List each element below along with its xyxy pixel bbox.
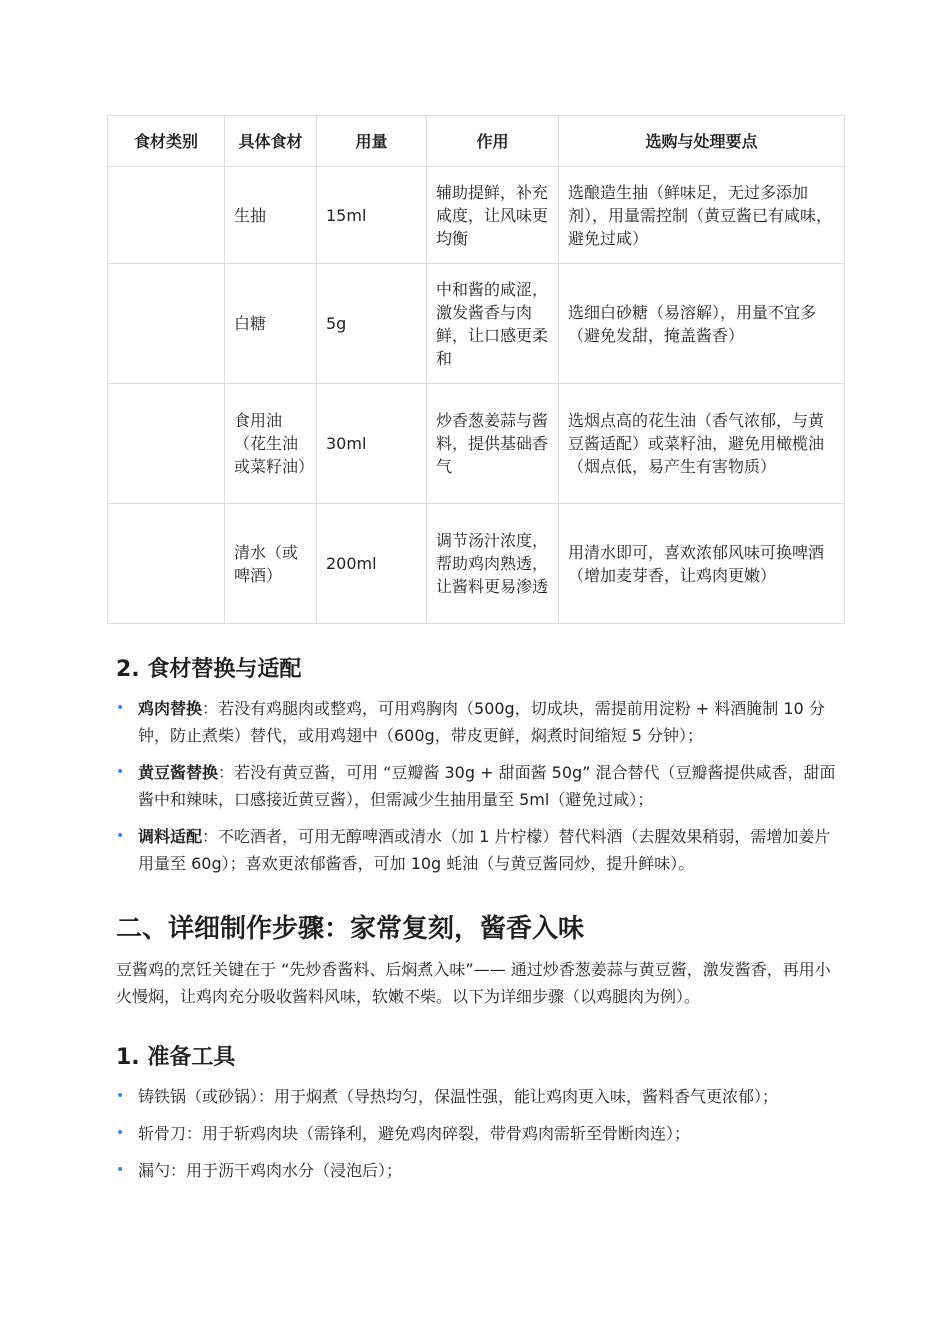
cell-role: 炒香葱姜蒜与酱料，提供基础香气 [427,384,559,504]
table-row [108,264,845,384]
item-text: ：若没有黄豆酱，可用 “豆瓣酱 30g + 甜面酱 50g” 混合替代（豆瓣酱提供咸香，甜面酱中和辣味，口感接近黄豆酱），但需减少生抽用量至 5ml（避免过咸）； [138,763,836,809]
section-title-tools: 1. 准备工具 [116,1045,236,1070]
cell-item: 生抽 [225,167,317,264]
item-label: 鸡肉替换 [138,699,203,718]
chapter-intro: 豆酱鸡的烹饪关键在于 “先炒香酱料、后焖煮入味”—— 通过炒香葱姜蒜与黄豆酱，激发酱香，再用小火慢焖，让鸡肉充分吸收酱料风味，软嫩不柴。以下为详细步骤（以鸡腿肉为例）。 [116,960,831,1006]
list-item [116,695,846,749]
item-label: 黄豆酱替换 [138,763,219,782]
list-item [116,823,846,877]
chapter-title-steps: 二、详细制作步骤：家常复刻，酱香入味 [116,914,585,944]
cell-item: 清水（或啤酒） [225,504,317,624]
cell-tips: 选酿造生抽（鲜味足，无过多添加剂），用量需控制（黄豆酱已有咸味，避免过咸） [559,167,845,264]
list-item [116,759,846,813]
list-item [116,1157,846,1184]
list-item [116,1083,846,1110]
header-category: 食材类别 [108,116,225,167]
ingredients-table-wrapper [107,115,844,624]
bullet-icon: • [116,828,125,844]
bullet-icon: • [116,1088,125,1104]
bullet-icon: • [116,1162,125,1178]
cell-category [108,264,225,384]
item-text: 斩骨刀：用于斩鸡肉块（需锋利，避免鸡肉碎裂，带骨鸡肉需斩至骨断肉连）； [138,1124,691,1143]
cell-amount: 15ml [317,167,427,264]
cell-tips: 选细白砂糖（易溶解），用量不宜多（避免发甜，掩盖酱香） [559,264,845,384]
cell-item: 食用油（花生油或菜籽油） [225,384,317,504]
bullet-icon: • [116,764,125,780]
cell-amount: 30ml [317,384,427,504]
ingredients-table [107,115,845,624]
cell-role: 调节汤汁浓度，帮助鸡肉熟透，让酱料更易渗透 [427,504,559,624]
bullet-icon: • [116,1125,125,1141]
cell-category [108,167,225,264]
item-text: ：若没有鸡腿肉或整鸡，可用鸡胸肉（500g，切成块，需提前用淀粉 + 料酒腌制 10 分钟，防止煮柴）替代，或用鸡翅中（600g，带皮更鲜，焖煮时间缩短 5 分钟）； [138,699,825,745]
item-label: 调料适配 [138,827,203,846]
cell-category [108,504,225,624]
table-row [108,167,845,264]
cell-item: 白糖 [225,264,317,384]
bullet-icon: • [116,700,125,716]
item-text: 铸铁锅（或砂锅）：用于焖煮（导热均匀，保温性强，能让鸡肉更入味，酱料香气更浓郁）； [138,1087,779,1106]
item-text: ：不吃酒者，可用无醇啤酒或清水（加 1 片柠檬）替代料酒（去腥效果稍弱，需增加姜片用量至 60g）；喜欢更浓郁酱香，可加 10g 蚝油（与黄豆酱同炒，提升鲜味）。 [138,827,831,873]
table-header-row [108,116,845,167]
cell-tips: 选烟点高的花生油（香气浓郁，与黄豆酱适配）或菜籽油，避免用橄榄油（烟点低，易产生有害物质） [559,384,845,504]
cell-amount: 5g [317,264,427,384]
table-row [108,384,845,504]
section-title-substitution: 2. 食材替换与适配 [116,657,302,682]
item-text: 漏勺：用于沥干鸡肉水分（浸泡后）； [138,1161,403,1180]
header-tips: 选购与处理要点 [559,116,845,167]
list-item [116,1120,846,1147]
header-item: 具体食材 [225,116,317,167]
cell-role: 中和酱的咸涩，激发酱香与肉鲜，让口感更柔和 [427,264,559,384]
cell-category [108,384,225,504]
cell-amount: 200ml [317,504,427,624]
cell-tips: 用清水即可，喜欢浓郁风味可换啤酒（增加麦芽香，让鸡肉更嫩） [559,504,845,624]
header-role: 作用 [427,116,559,167]
table-row [108,504,845,624]
tools-list [116,1083,846,1194]
header-amount: 用量 [317,116,427,167]
cell-role: 辅助提鲜，补充咸度，让风味更均衡 [427,167,559,264]
substitution-list [116,695,846,887]
